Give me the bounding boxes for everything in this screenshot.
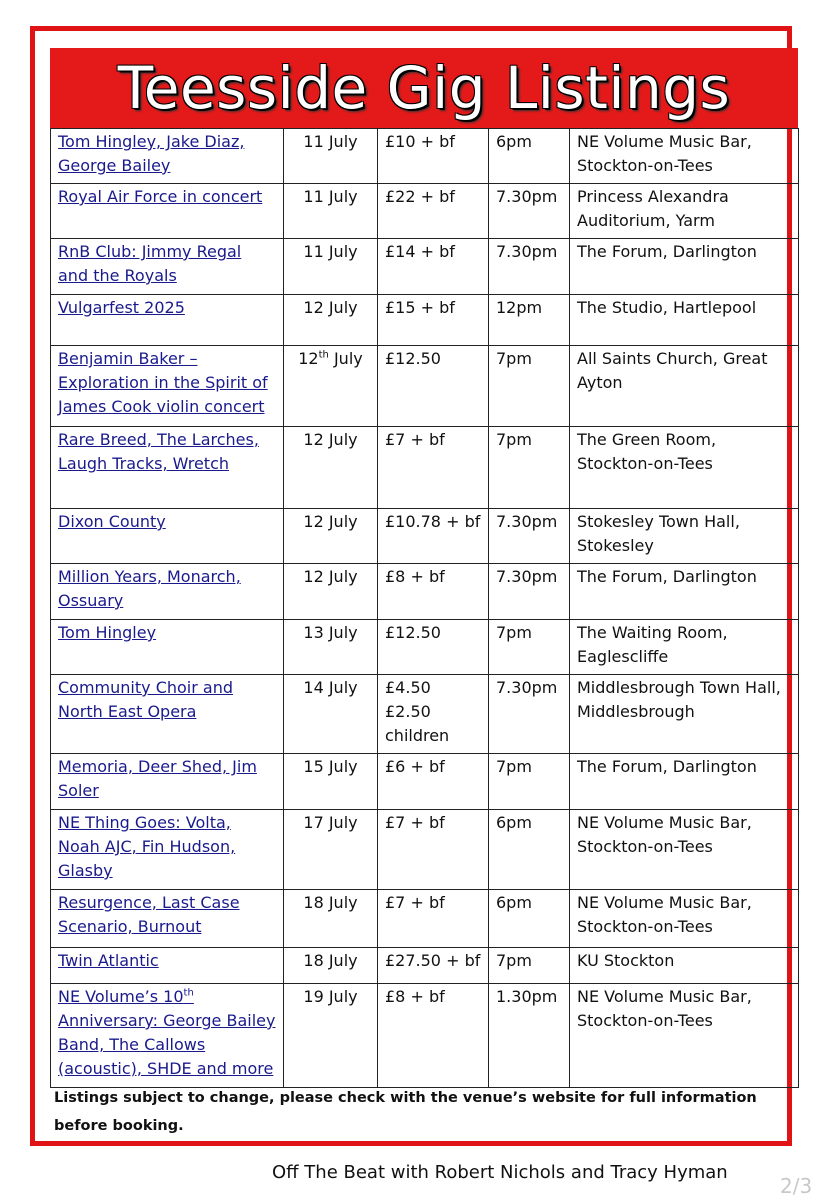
venue-cell: All Saints Church, Great Ayton (570, 346, 799, 427)
price-cell: £7 + bf (378, 427, 489, 509)
act-link[interactable]: Tom Hingley (58, 623, 157, 642)
act-text-rest: Anniversary: George Bailey Band, The Callows (acoustic), SHDE and more (58, 1011, 276, 1078)
time-cell: 7.30pm (489, 675, 570, 754)
date-cell: 13 July (284, 620, 378, 675)
act-cell (51, 810, 284, 890)
date-cell: 12 July (284, 427, 378, 509)
price-cell: £12.50 (378, 346, 489, 427)
venue-cell: The Forum, Darlington (570, 564, 799, 620)
date-cell: 18 July (284, 890, 378, 948)
act-link[interactable]: Benjamin Baker – Exploration in the Spirit of James Cook violin concert (58, 349, 268, 416)
credit-line: Off The Beat with Robert Nichols and Tracy Hyman (272, 1162, 728, 1183)
venue-cell: NE Volume Music Bar, Stockton-on-Tees (570, 810, 799, 890)
act-cell (51, 295, 284, 346)
act-link[interactable]: Tom Hingley, Jake Diaz, George Bailey (58, 132, 245, 175)
time-cell: 1.30pm (489, 984, 570, 1088)
price-cell: £22 + bf (378, 184, 489, 239)
time-cell: 6pm (489, 810, 570, 890)
table-row (51, 564, 799, 620)
table-row (51, 890, 799, 948)
act-cell (51, 620, 284, 675)
time-cell: 7.30pm (489, 509, 570, 564)
time-cell: 7pm (489, 346, 570, 427)
time-cell: 7.30pm (489, 239, 570, 295)
table-row (51, 129, 799, 184)
price-cell: £4.50 £2.50 children (378, 675, 489, 754)
act-cell (51, 129, 284, 184)
table-row (51, 984, 799, 1088)
table-row (51, 184, 799, 239)
date-month: July (328, 349, 363, 368)
date-cell: 11 July (284, 239, 378, 295)
price-cell: £27.50 + bf (378, 948, 489, 984)
time-cell: 7pm (489, 948, 570, 984)
act-cell (51, 239, 284, 295)
act-link[interactable]: Dixon County (58, 512, 166, 531)
date-cell (284, 346, 378, 427)
date-ordinal: th (318, 349, 329, 361)
venue-cell: The Forum, Darlington (570, 239, 799, 295)
table-row (51, 948, 799, 984)
act-text: NE Volume’s 10 (58, 987, 184, 1006)
time-cell: 7.30pm (489, 564, 570, 620)
act-link[interactable]: Rare Breed, The Larches, Laugh Tracks, Wretch (58, 430, 259, 473)
date-cell: 12 July (284, 295, 378, 346)
price-cell: £15 + bf (378, 295, 489, 346)
act-cell (51, 509, 284, 564)
venue-cell: Stokesley Town Hall, Stokesley (570, 509, 799, 564)
act-cell (51, 984, 284, 1088)
price-cell: £7 + bf (378, 810, 489, 890)
title-banner (50, 48, 798, 128)
price-cell: £7 + bf (378, 890, 489, 948)
act-cell (51, 427, 284, 509)
time-cell: 7pm (489, 620, 570, 675)
date-cell: 15 July (284, 754, 378, 810)
date-cell: 14 July (284, 675, 378, 754)
table-row (51, 295, 799, 346)
time-cell: 7pm (489, 427, 570, 509)
act-cell (51, 890, 284, 948)
date-cell: 17 July (284, 810, 378, 890)
date-day: 12 (298, 349, 319, 368)
price-cell: £8 + bf (378, 984, 489, 1088)
table-row (51, 239, 799, 295)
act-cell (51, 675, 284, 754)
time-cell: 6pm (489, 890, 570, 948)
act-cell (51, 346, 284, 427)
price-cell: £8 + bf (378, 564, 489, 620)
act-link[interactable]: Royal Air Force in concert (58, 187, 263, 206)
venue-cell: The Forum, Darlington (570, 754, 799, 810)
price-cell: £14 + bf (378, 239, 489, 295)
venue-cell: The Waiting Room, Eaglescliffe (570, 620, 799, 675)
time-cell: 7pm (489, 754, 570, 810)
price-cell: £6 + bf (378, 754, 489, 810)
disclaimer-note: Listings subject to change, please check with the venue’s website for full information before booking. (54, 1090, 757, 1134)
page-title: Teesside Gig Listings (117, 54, 731, 122)
venue-cell: Middlesbrough Town Hall, Middlesbrough (570, 675, 799, 754)
time-cell: 6pm (489, 129, 570, 184)
date-cell: 12 July (284, 509, 378, 564)
venue-cell: NE Volume Music Bar, Stockton-on-Tees (570, 890, 799, 948)
venue-cell: NE Volume Music Bar, Stockton-on-Tees (570, 129, 799, 184)
table-row (51, 620, 799, 675)
time-cell: 12pm (489, 295, 570, 346)
date-cell: 19 July (284, 984, 378, 1088)
act-link[interactable]: Resurgence, Last Case Scenario, Burnout (58, 893, 240, 936)
act-cell (51, 184, 284, 239)
act-link[interactable] (58, 987, 275, 1078)
act-link[interactable]: Community Choir and North East Opera (58, 678, 233, 721)
table-row (51, 810, 799, 890)
act-link[interactable]: Vulgarfest 2025 (58, 298, 185, 317)
act-cell (51, 564, 284, 620)
act-link[interactable]: NE Thing Goes: Volta, Noah AJC, Fin Hudson, Glasby (58, 813, 236, 880)
act-ordinal: th (183, 987, 194, 999)
price-cell: £10.78 + bf (378, 509, 489, 564)
date-cell: 11 July (284, 184, 378, 239)
table-row (51, 754, 799, 810)
date-cell: 18 July (284, 948, 378, 984)
price-cell: £12.50 (378, 620, 489, 675)
date-cell: 12 July (284, 564, 378, 620)
venue-cell: The Studio, Hartlepool (570, 295, 799, 346)
table-row (51, 675, 799, 754)
time-cell: 7.30pm (489, 184, 570, 239)
table-row (51, 509, 799, 564)
venue-cell: The Green Room, Stockton-on-Tees (570, 427, 799, 509)
table-row (51, 346, 799, 427)
act-link[interactable]: Million Years, Monarch, Ossuary (58, 567, 241, 610)
date-cell: 11 July (284, 129, 378, 184)
act-link[interactable]: Memoria, Deer Shed, Jim Soler (58, 757, 257, 800)
venue-cell: NE Volume Music Bar, Stockton-on-Tees (570, 984, 799, 1088)
gig-listings-table (50, 128, 799, 1088)
price-cell: £10 + bf (378, 129, 489, 184)
act-cell (51, 754, 284, 810)
page-number: 2/3 (780, 1174, 813, 1198)
table-row (51, 427, 799, 509)
venue-cell: Princess Alexandra Auditorium, Yarm (570, 184, 799, 239)
act-link[interactable]: RnB Club: Jimmy Regal and the Royals (58, 242, 242, 285)
act-link[interactable]: Twin Atlantic (58, 951, 159, 970)
act-cell (51, 948, 284, 984)
venue-cell: KU Stockton (570, 948, 799, 984)
